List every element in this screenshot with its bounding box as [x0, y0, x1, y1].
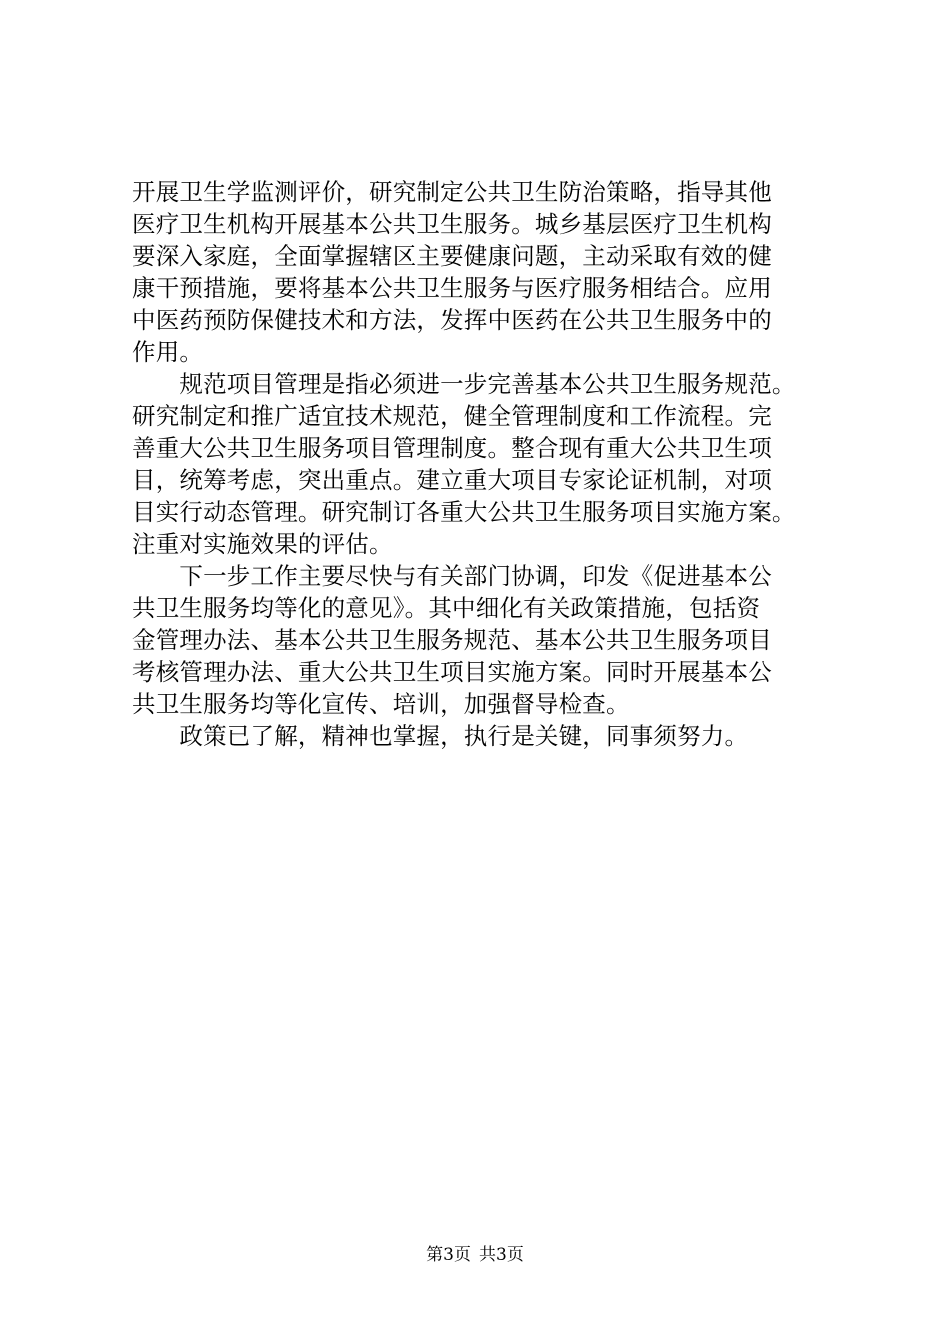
text-line: 康干预措施，要将基本公共卫生服务与医疗服务相结合。应用: [132, 274, 772, 302]
text-line: 金管理办法、基本公共卫生服务规范、基本公共卫生服务项目: [132, 626, 772, 654]
text-line: 规范项目管理是指必须进一步完善基本公共卫生服务规范。: [132, 370, 796, 398]
page-footer: [0, 1243, 950, 1267]
text-line: 共卫生服务均等化的意见》。其中细化有关政策措施，包括资: [132, 594, 761, 622]
text-line: 作用。: [132, 338, 204, 366]
text-line: 注重对实施效果的评估。: [132, 530, 393, 558]
text-line: 下一步工作主要尽快与有关部门协调，印发《促进基本公: [132, 562, 772, 590]
text-line: 善重大公共卫生服务项目管理制度。整合现有重大公共卫生项: [132, 434, 772, 462]
text-line: 研究制定和推广适宜技术规范，健全管理制度和工作流程。完: [132, 402, 772, 430]
text-line: 医疗卫生机构开展基本公共卫生服务。城乡基层医疗卫生机构: [132, 210, 772, 238]
text-line: 要深入家庭，全面掌握辖区主要健康问题，主动采取有效的健: [132, 242, 772, 270]
page-number: 第3页: [426, 1245, 471, 1265]
text-line: 政策已了解，精神也掌握，执行是关键，同事须努力。: [132, 722, 749, 750]
text-line: 目，统筹考虑，突出重点。建立重大项目专家论证机制，对项: [132, 466, 772, 494]
document-body: [132, 176, 852, 752]
text-line: 开展卫生学监测评价，研究制定公共卫生防治策略，指导其他: [132, 178, 772, 206]
text-line: 考核管理办法、重大公共卫生项目实施方案。同时开展基本公: [132, 658, 772, 686]
text-line: 中医药预防保健技术和方法，发挥中医药在公共卫生服务中的: [132, 306, 772, 334]
page-total: 共3页: [479, 1245, 524, 1265]
text-line: 目实行动态管理。研究制订各重大公共卫生服务项目实施方案。: [132, 498, 796, 526]
text-line: 共卫生服务均等化宣传、培训，加强督导检查。: [132, 690, 630, 718]
